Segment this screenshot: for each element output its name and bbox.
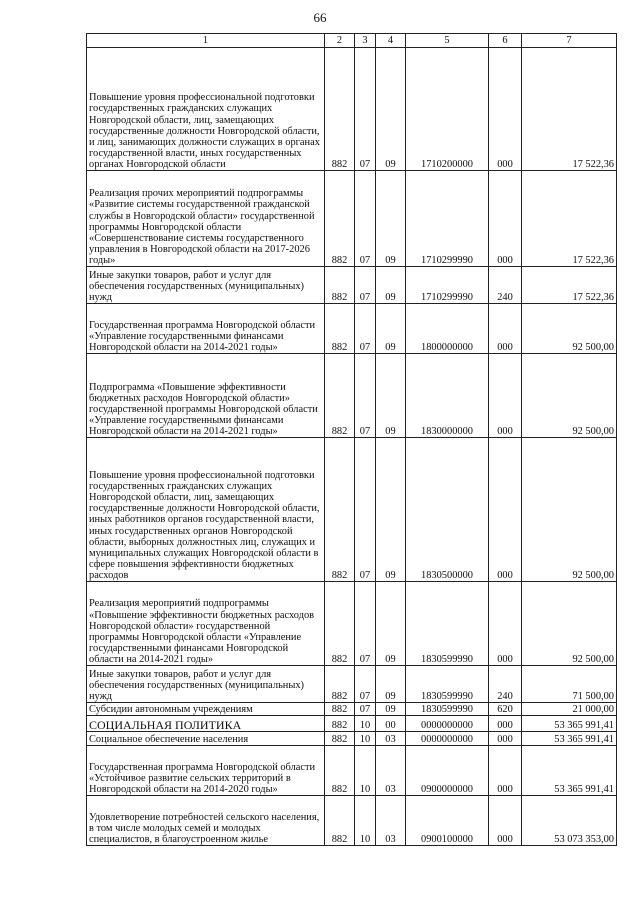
row-code-5: 1710299990	[406, 171, 489, 267]
row-amount: 92 500,00	[522, 582, 617, 666]
header-col-3: 3	[355, 34, 376, 48]
row-code-3: 07	[355, 304, 376, 354]
row-code-6: 000	[489, 171, 522, 267]
row-code-6: 240	[489, 267, 522, 304]
row-code-2: 882	[325, 304, 355, 354]
row-amount: 53 365 991,41	[522, 732, 617, 746]
budget-table	[86, 33, 617, 846]
row-name: Подпрограмма «Повышение эффективности бюджетных расходов Новгородской области» государственной программы Новгородской области «Управление государственными финансами Новгородской области на 2014-2021 годы»	[87, 354, 325, 438]
row-code-2: 882	[325, 267, 355, 304]
row-code-4: 09	[376, 354, 406, 438]
row-code-5: 1830000000	[406, 354, 489, 438]
header-col-5: 5	[406, 34, 489, 48]
header-col-6: 6	[489, 34, 522, 48]
row-name: Государственная программа Новгородской области «Устойчивое развитие сельских территорий в Новгородской области на 2014-2020 годы»	[87, 746, 325, 796]
row-code-6: 000	[489, 716, 522, 732]
row-name: СОЦИАЛЬНАЯ ПОЛИТИКА	[87, 716, 325, 732]
table-row	[87, 354, 617, 438]
row-name: Повышение уровня профессиональной подготовки государственных гражданских служащих Новгородской области, лиц, замещающих государственные должности Новгородской области, и лиц, занимающих должности служащих в органах государственной власти, иных государственных органах Новгородской области	[87, 48, 325, 171]
row-code-2: 882	[325, 703, 355, 716]
row-code-4: 09	[376, 582, 406, 666]
row-code-4: 09	[376, 171, 406, 267]
row-code-6: 620	[489, 703, 522, 716]
row-amount: 53 365 991,41	[522, 746, 617, 796]
table-header-row	[87, 34, 617, 48]
row-code-3: 07	[355, 267, 376, 304]
row-amount: 17 522,36	[522, 267, 617, 304]
row-code-6: 000	[489, 732, 522, 746]
row-code-4: 03	[376, 732, 406, 746]
row-code-4: 09	[376, 438, 406, 582]
row-code-3: 10	[355, 716, 376, 732]
table-row	[87, 267, 617, 304]
table-row	[87, 48, 617, 171]
row-code-3: 07	[355, 666, 376, 703]
table-row	[87, 703, 617, 716]
row-amount: 92 500,00	[522, 438, 617, 582]
row-amount: 17 522,36	[522, 171, 617, 267]
row-code-2: 882	[325, 438, 355, 582]
row-name: Иные закупки товаров, работ и услуг для обеспечения государственных (муниципальных) нужд	[87, 267, 325, 304]
row-code-2: 882	[325, 666, 355, 703]
row-code-2: 882	[325, 732, 355, 746]
row-code-6: 000	[489, 582, 522, 666]
header-col-4: 4	[376, 34, 406, 48]
row-code-4: 09	[376, 48, 406, 171]
row-code-2: 882	[325, 171, 355, 267]
row-code-3: 07	[355, 171, 376, 267]
row-code-3: 10	[355, 746, 376, 796]
row-code-4: 03	[376, 796, 406, 846]
row-code-3: 07	[355, 354, 376, 438]
table-row	[87, 304, 617, 354]
row-name: Государственная программа Новгородской области «Управление государственными финансами Новгородской области на 2014-2021 годы»	[87, 304, 325, 354]
row-code-6: 000	[489, 48, 522, 171]
row-code-5: 1830599990	[406, 703, 489, 716]
row-name: Удовлетворение потребностей сельского населения, в том числе молодых семей и молодых специалистов, в благоустроенном жилье	[87, 796, 325, 846]
row-amount: 21 000,00	[522, 703, 617, 716]
row-code-6: 000	[489, 746, 522, 796]
row-code-3: 07	[355, 703, 376, 716]
row-amount: 53 073 353,00	[522, 796, 617, 846]
row-amount: 17 522,36	[522, 48, 617, 171]
page-number: 66	[313, 10, 327, 25]
row-code-5: 0000000000	[406, 732, 489, 746]
row-code-4: 09	[376, 703, 406, 716]
row-code-4: 09	[376, 304, 406, 354]
row-code-5: 1830599990	[406, 666, 489, 703]
row-code-3: 07	[355, 582, 376, 666]
row-code-3: 07	[355, 48, 376, 171]
table-row	[87, 716, 617, 732]
table-row	[87, 732, 617, 746]
row-code-5: 0900000000	[406, 746, 489, 796]
row-code-2: 882	[325, 48, 355, 171]
table-row	[87, 746, 617, 796]
table-row	[87, 171, 617, 267]
row-name: Реализация мероприятий подпрограммы «Повышение эффективности бюджетных расходов Новгородской области» государственной программы Новгородской области «Управление государственными финансами Новгородской области на 2014-2021 годы»	[87, 582, 325, 666]
row-code-4: 09	[376, 666, 406, 703]
row-code-3: 10	[355, 796, 376, 846]
table-row	[87, 438, 617, 582]
row-code-6: 240	[489, 666, 522, 703]
row-amount: 71 500,00	[522, 666, 617, 703]
table-row	[87, 582, 617, 666]
row-code-2: 882	[325, 746, 355, 796]
row-code-4: 09	[376, 267, 406, 304]
row-amount: 53 365 991,41	[522, 716, 617, 732]
row-name: Социальное обеспечение населения	[87, 732, 325, 746]
row-name: Повышение уровня профессиональной подготовки государственных гражданских служащих Новгородской области, лиц, замещающих государственные должности Новгородской области, иных работников органов государственной власти, иных государственных органов Новгородской области, выборных должностных лиц, служащих и муниципальных служащих Новгородской области в сфере повышения эффективности бюджетных расходов	[87, 438, 325, 582]
row-name: Иные закупки товаров, работ и услуг для обеспечения государственных (муниципальных) нужд	[87, 666, 325, 703]
row-code-6: 000	[489, 304, 522, 354]
row-code-6: 000	[489, 796, 522, 846]
row-code-5: 0000000000	[406, 716, 489, 732]
row-code-5: 1800000000	[406, 304, 489, 354]
row-code-5: 1710200000	[406, 48, 489, 171]
row-code-6: 000	[489, 438, 522, 582]
row-code-2: 882	[325, 796, 355, 846]
row-code-5: 1830500000	[406, 438, 489, 582]
header-col-2: 2	[325, 34, 355, 48]
row-code-6: 000	[489, 354, 522, 438]
row-code-5: 1830599990	[406, 582, 489, 666]
table-row	[87, 666, 617, 703]
row-code-5: 1710299990	[406, 267, 489, 304]
header-col-7: 7	[522, 34, 617, 48]
row-code-2: 882	[325, 582, 355, 666]
row-code-2: 882	[325, 716, 355, 732]
row-name: Реализация прочих мероприятий подпрограммы «Развитие системы государственной гражданской службы в Новгородской области» государственной программы Новгородской области «Совершенствование системы государственного управления в Новгородской области на 2017-2026 годы»	[87, 171, 325, 267]
row-code-2: 882	[325, 354, 355, 438]
header-col-1: 1	[87, 34, 325, 48]
row-code-5: 0900100000	[406, 796, 489, 846]
row-code-4: 03	[376, 746, 406, 796]
row-amount: 92 500,00	[522, 354, 617, 438]
row-code-4: 00	[376, 716, 406, 732]
table-row	[87, 796, 617, 846]
row-code-3: 07	[355, 438, 376, 582]
row-name: Субсидии автономным учреждениям	[87, 703, 325, 716]
row-code-3: 10	[355, 732, 376, 746]
row-amount: 92 500,00	[522, 304, 617, 354]
